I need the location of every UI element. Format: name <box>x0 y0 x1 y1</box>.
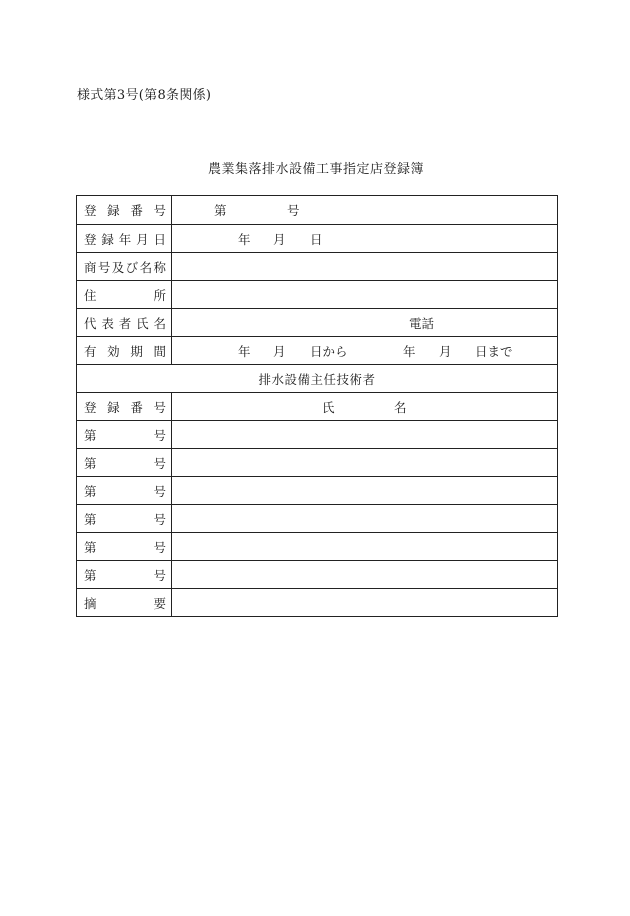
row-representative <box>77 309 558 337</box>
row-address <box>77 281 558 309</box>
label-registration-date: 登 録 年 月 日 <box>77 225 172 253</box>
value-validity-period[interactable] <box>172 337 558 365</box>
to-day-text: 日まで <box>475 343 513 359</box>
to-month-text: 月 <box>439 343 452 359</box>
tech-name-cell[interactable] <box>172 561 558 589</box>
phone-label: 電話 <box>409 315 435 331</box>
label-registration-number: 登 録 番 号 <box>77 196 172 225</box>
from-day-text: 日から <box>310 343 348 359</box>
form-title: 農業集落排水設備工事指定店登録簿 <box>207 162 424 177</box>
tech-row <box>77 477 558 505</box>
tech-number-label: 第 号 <box>77 449 172 477</box>
tech-row <box>77 449 558 477</box>
tech-row <box>77 533 558 561</box>
name-header-1: 氏 <box>322 399 335 415</box>
label-validity-period: 有 効 期 間 <box>77 337 172 365</box>
from-year-text: 年 <box>238 343 251 359</box>
label-representative: 代 表 者 氏 名 <box>77 309 172 337</box>
from-month-text: 月 <box>273 343 286 359</box>
value-address[interactable] <box>172 281 558 309</box>
row-tech-header <box>77 393 558 421</box>
tech-number-label: 第 号 <box>77 533 172 561</box>
value-registration-number[interactable] <box>172 196 558 225</box>
label-address: 住 所 <box>77 281 172 309</box>
value-representative[interactable] <box>172 309 558 337</box>
row-registration-date <box>77 225 558 253</box>
label-remarks: 摘 要 <box>77 589 172 617</box>
to-year-text: 年 <box>403 343 416 359</box>
section-title: 排水設備主任技術者 <box>77 365 558 393</box>
day-text: 日 <box>310 231 323 247</box>
value-remarks[interactable] <box>172 589 558 617</box>
tech-number-label: 第 号 <box>77 505 172 533</box>
tech-row <box>77 505 558 533</box>
name-header-2: 名 <box>394 399 407 415</box>
registry-table <box>76 195 558 617</box>
tech-number-label: 第 号 <box>77 477 172 505</box>
month-text: 月 <box>273 231 286 247</box>
value-trade-name[interactable] <box>172 253 558 281</box>
row-registration-number <box>77 196 558 225</box>
go-text: 号 <box>287 203 300 218</box>
tech-name-header <box>172 393 558 421</box>
label-tech-registration-number: 登 録 番 号 <box>77 393 172 421</box>
row-trade-name <box>77 253 558 281</box>
value-registration-date[interactable] <box>172 225 558 253</box>
row-remarks <box>77 589 558 617</box>
row-section-header <box>77 365 558 393</box>
year-text: 年 <box>238 231 251 247</box>
form-number: 様式第3号(第8条関係) <box>77 88 212 103</box>
tech-name-cell[interactable] <box>172 505 558 533</box>
tech-row <box>77 561 558 589</box>
tech-name-cell[interactable] <box>172 421 558 449</box>
label-trade-name: 商 号 及 び 名 称 <box>77 253 172 281</box>
dai-text: 第 <box>214 203 227 218</box>
tech-name-cell[interactable] <box>172 477 558 505</box>
tech-number-label: 第 号 <box>77 561 172 589</box>
tech-name-cell[interactable] <box>172 533 558 561</box>
tech-row <box>77 421 558 449</box>
row-validity-period <box>77 337 558 365</box>
tech-number-label: 第 号 <box>77 421 172 449</box>
tech-name-cell[interactable] <box>172 449 558 477</box>
